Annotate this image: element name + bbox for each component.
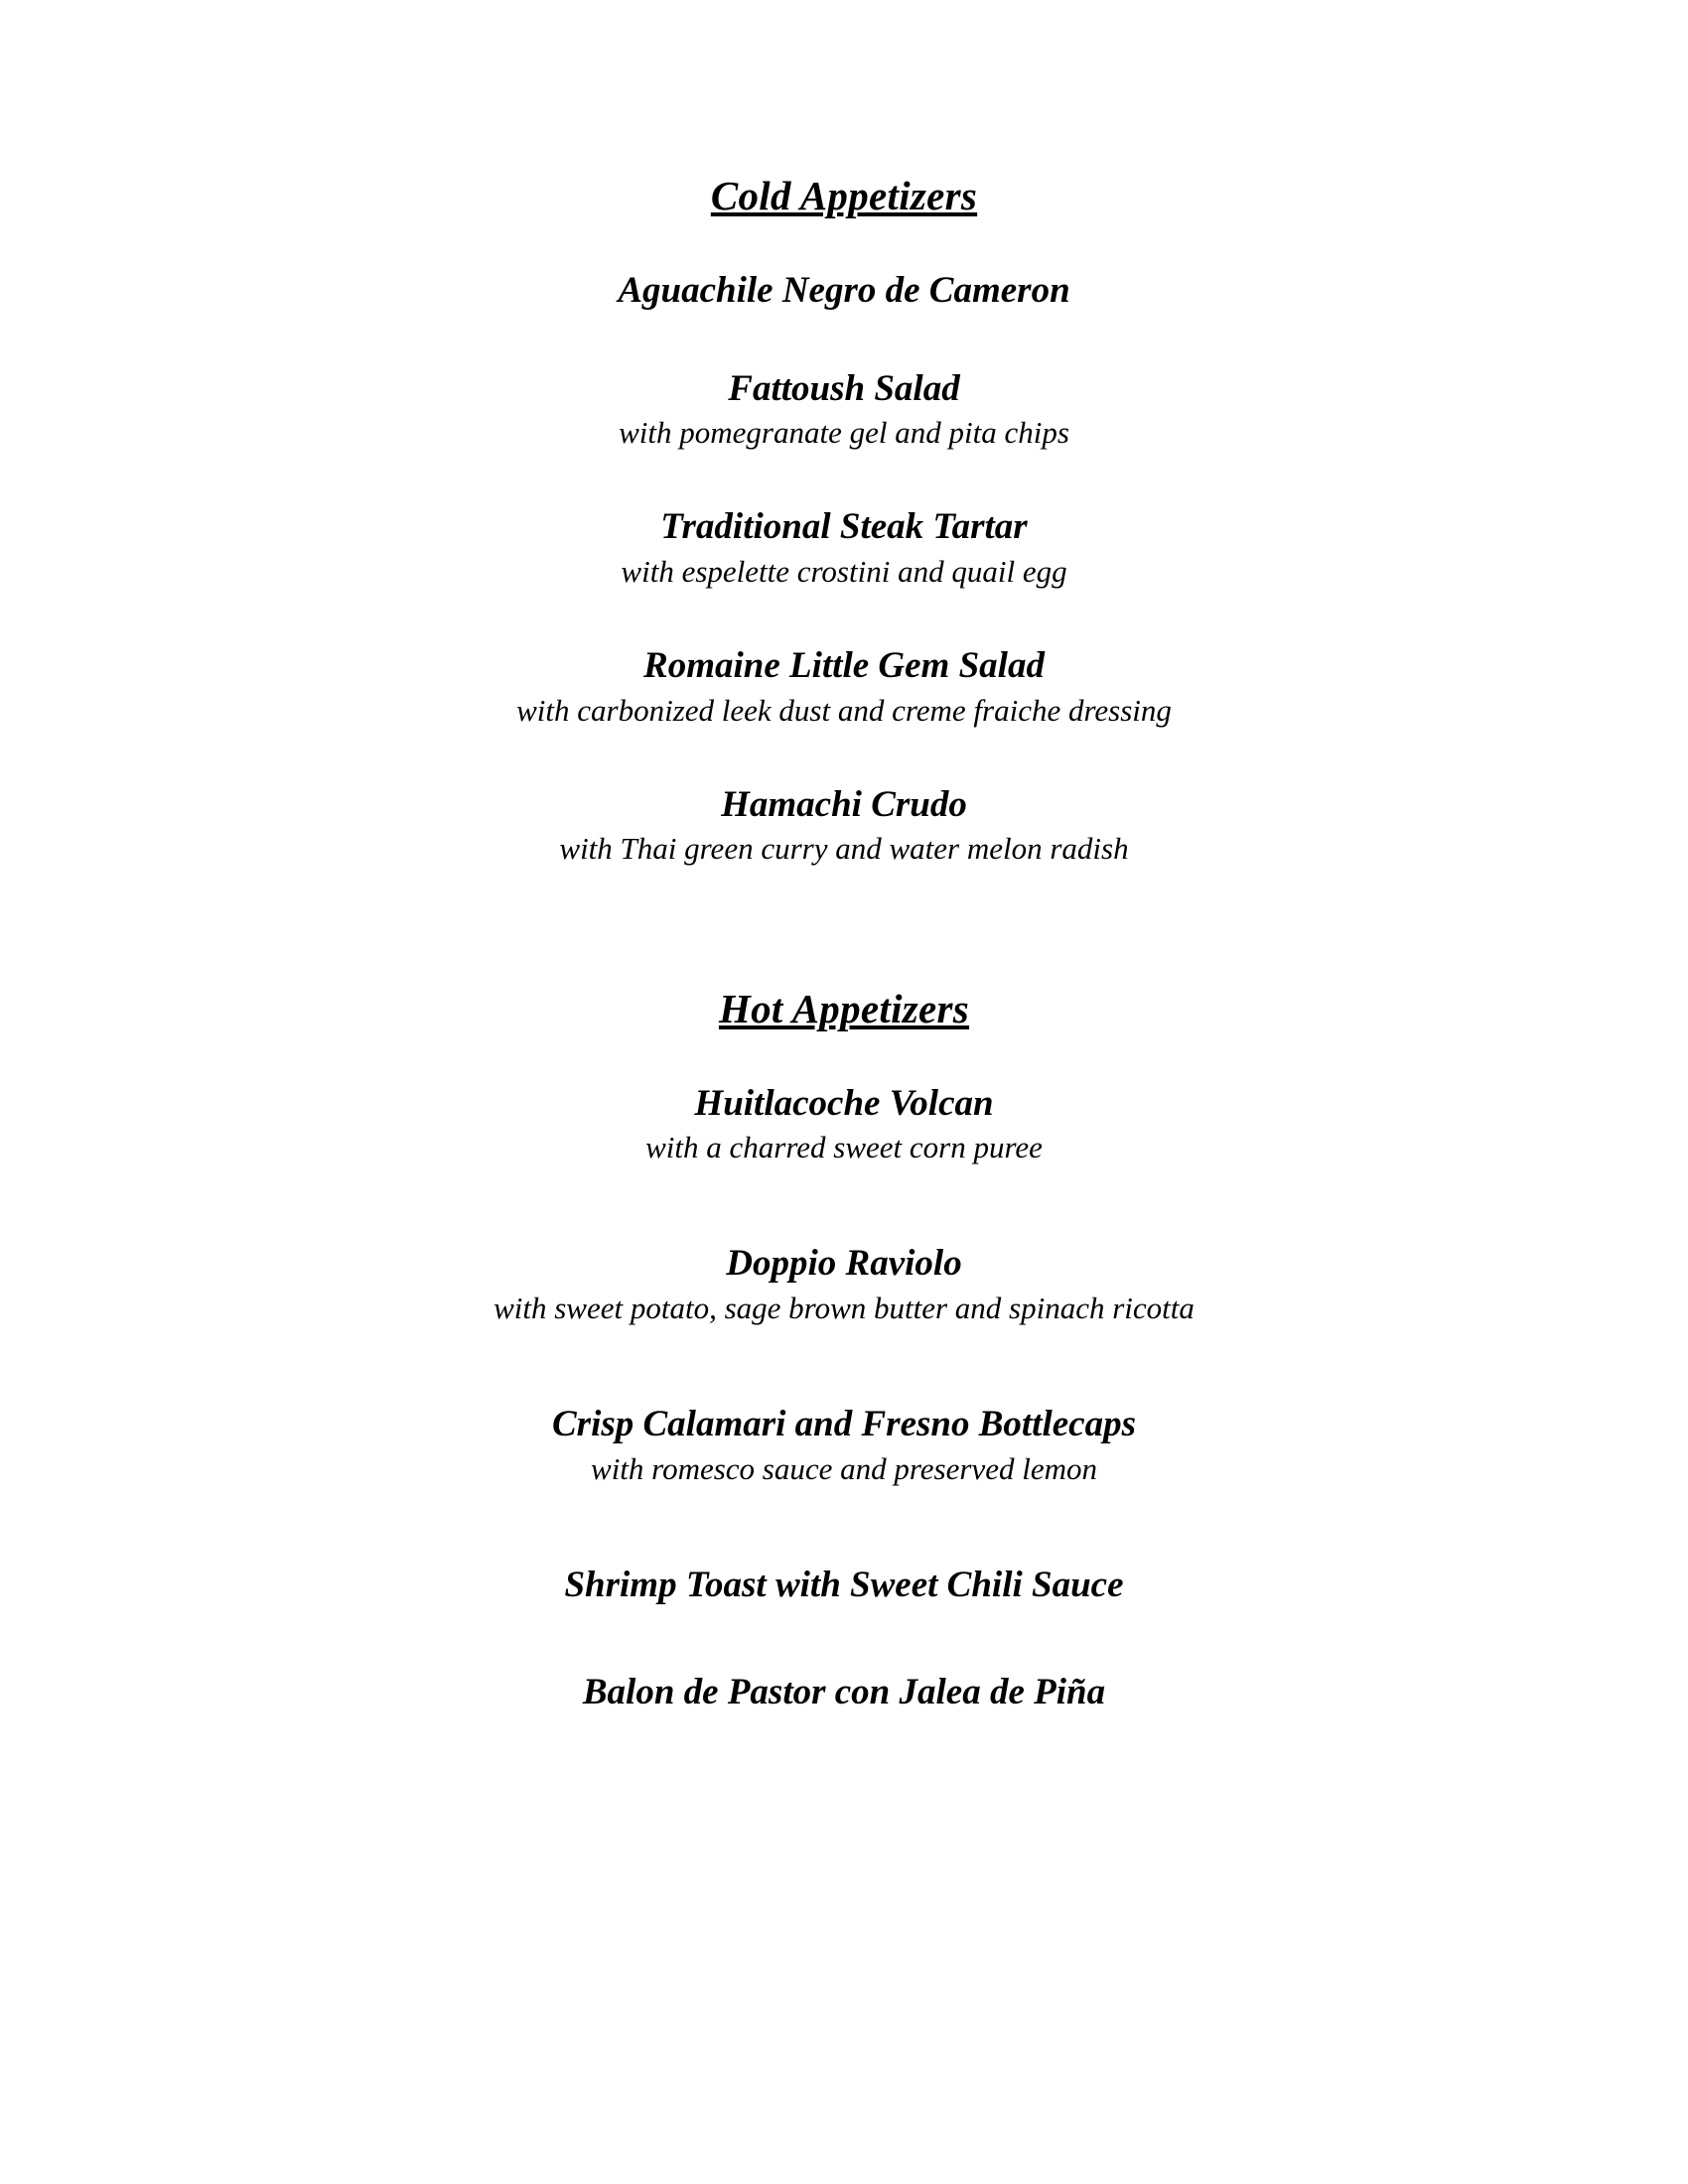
menu-item bbox=[209, 270, 1479, 313]
menu-item bbox=[209, 1565, 1479, 1607]
menu-item bbox=[209, 1243, 1479, 1326]
menu-item-description: with carbonized leek dust and creme fraiche dressing bbox=[516, 692, 1172, 728]
hot-appetizers-list bbox=[209, 1083, 1479, 1714]
menu-item bbox=[209, 1672, 1479, 1714]
menu-item bbox=[209, 784, 1479, 868]
menu-item bbox=[209, 368, 1479, 452]
menu-item-name: Fattoush Salad bbox=[728, 367, 960, 409]
section-cold-appetizers bbox=[209, 174, 1479, 868]
menu-item-description: with Thai green curry and water melon radish bbox=[559, 831, 1129, 867]
menu-item-name: Huitlacoche Volcan bbox=[694, 1082, 994, 1124]
cold-appetizers-list bbox=[209, 270, 1479, 867]
menu-item-name: Balon de Pastor con Jalea de Piña bbox=[582, 1672, 1106, 1713]
menu-item-name: Shrimp Toast with Sweet Chili Sauce bbox=[564, 1564, 1124, 1605]
menu-item-description: with espelette crostini and quail egg bbox=[621, 553, 1067, 589]
menu-item bbox=[209, 1083, 1479, 1166]
menu-item-description: with romesco sauce and preserved lemon bbox=[591, 1450, 1097, 1486]
section-heading-cold-appetizers: Cold Appetizers bbox=[710, 173, 978, 218]
menu-item-description: with a charred sweet corn puree bbox=[645, 1130, 1043, 1165]
menu-item-name: Doppio Raviolo bbox=[726, 1243, 962, 1285]
menu-content bbox=[209, 174, 1479, 1714]
menu-item-name: Aguachile Negro de Cameron bbox=[618, 270, 1070, 312]
menu-item bbox=[209, 1404, 1479, 1487]
menu-item-description: with pomegranate gel and pita chips bbox=[619, 415, 1069, 451]
section-heading-hot-appetizers: Hot Appetizers bbox=[718, 985, 970, 1031]
menu-item-name: Romaine Little Gem Salad bbox=[643, 645, 1045, 687]
section-hot-appetizers bbox=[209, 987, 1479, 1714]
menu-item-description: with sweet potato, sage brown butter and spinach ricotta bbox=[493, 1290, 1195, 1325]
menu-item-name: Traditional Steak Tartar bbox=[660, 506, 1028, 548]
menu-item bbox=[209, 645, 1479, 729]
menu-item-name: Crisp Calamari and Fresno Bottlecaps bbox=[552, 1404, 1136, 1445]
menu-item-name: Hamachi Crudo bbox=[721, 783, 967, 825]
menu-item bbox=[209, 506, 1479, 590]
